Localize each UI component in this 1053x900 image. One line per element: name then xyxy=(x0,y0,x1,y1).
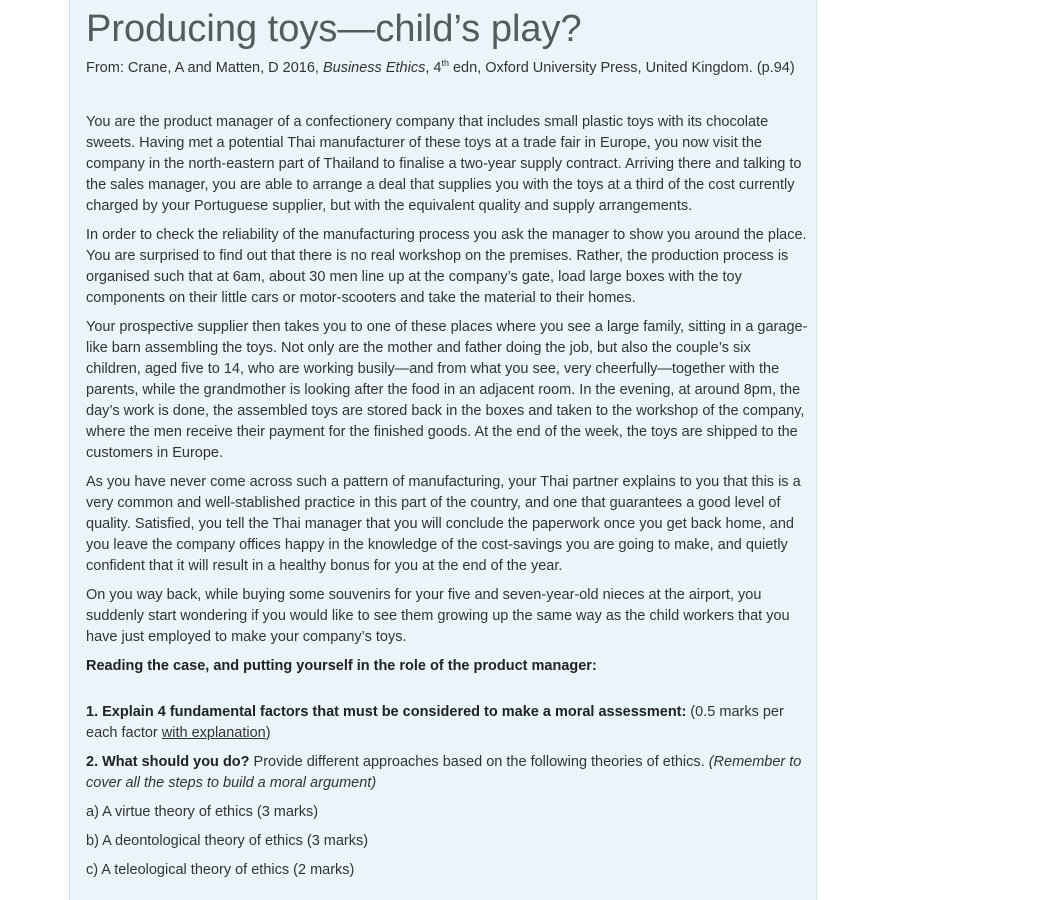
source-edition: , 4 xyxy=(425,60,442,76)
case-paragraph: In order to check the reliability of the manufacturing process you ask the manager to show you around the place. You are surprised to find out that there is no real workshop on the premises. Rather, the production process is organised such that at 6am, about 30 men line up at the company’s gate, load large boxes with the toy components on their little cars or motor-scooters and take the material to their homes. xyxy=(86,227,807,306)
source-citation xyxy=(86,58,808,78)
case-paragraph: As you have never come across such a pattern of manufacturing, your Thai partner explains to you that this is a very common and well-stablished practice in this part of the country, and one that guarantees a good level of quality. Satisfied, you tell the Thai manager that you will conclude the paperwork once you get back home, and you leave the company offices happy in the knowledge of the cost-savings you are going to make, and quietly confident that it will result in a healthy bonus for you at the end of the year. xyxy=(86,474,801,574)
case-paragraph: Your prospective supplier then takes you to one of these places where you see a large family, sitting in a garage-like barn assembling the toys. Not only are the mother and father doing the job, but also the couple’s six children, aged five to 14, who are working busily—and from what you see, very cheerfully—together with the parents, while the grandmother is looking after the food in an adjacent room. In the evening, at around 8pm, the day’s work is done, the assembled toys are stored back in the boxes and taken to the workshop of the company, where the men receive their payment for the finished goods. At the end of the week, the toys are shipped to the customers in Europe. xyxy=(86,319,808,461)
question-1-close: ) xyxy=(265,725,271,741)
question-2-text: Provide different approaches based on the following theories of ethics. xyxy=(249,754,709,770)
option-item: a) A virtue theory of ethics (3 marks) xyxy=(86,804,319,820)
option-item: b) A deontological theory of ethics (3 marks) xyxy=(86,833,369,849)
case-text xyxy=(86,112,808,881)
question-2 xyxy=(86,752,808,794)
source-suffix: edn, Oxford University Press, United Kingdom. (p.94) xyxy=(448,60,795,76)
question-2-heading: 2. What should you do? xyxy=(86,754,250,770)
question-1 xyxy=(86,702,808,744)
source-edition-sup: th xyxy=(441,58,449,69)
content-panel xyxy=(69,0,817,900)
question-1-underline: with explanation xyxy=(161,725,266,741)
question-1-marks: (0.5 marks per each factor xyxy=(86,704,784,741)
option-item: c) A teleological theory of ethics (2 marks) xyxy=(86,862,355,878)
source-prefix: From: Crane, A and Matten, D 2016, xyxy=(86,60,323,76)
question-1-heading: 1. Explain 4 fundamental factors that must be considered to make a moral assessment: xyxy=(86,704,687,720)
article xyxy=(86,6,808,889)
case-paragraph: You are the product manager of a confectionery company that includes small plastic toys with its chocolate sweets. Having met a potential Thai manufacturer of these toys at a trade fair in Europe, you now visit the company in the north-eastern part of Thailand to finalise a two-year supply contract. Arriving there and talking to the sales manager, you are able to arrange a deal that supplies you with the toys at a third of the cost currently charged by your Portuguese supplier, but with the equivalent quality and supply arrangements. xyxy=(86,114,802,214)
case-paragraph: On you way back, while buying some souvenirs for your five and seven-year-old nieces at the airport, you suddenly start wondering if you would like to see them growing up the same way as the child workers that you have just employed to make your company’s toys. xyxy=(86,587,790,645)
page-title: Producing toys—child’s play? xyxy=(86,8,582,50)
question-2-note: (Remember to cover all the steps to build a moral argument) xyxy=(86,754,802,791)
instruction-text: Reading the case, and putting yourself in the role of the product manager: xyxy=(86,658,597,674)
source-book-title: Business Ethics xyxy=(322,60,426,76)
